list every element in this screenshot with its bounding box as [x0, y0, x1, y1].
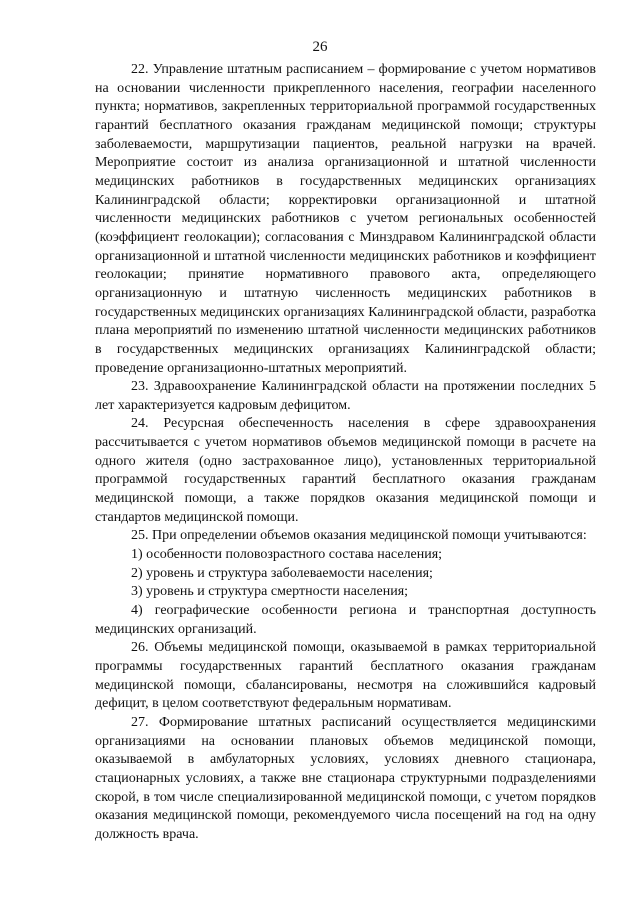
list-item: 3) уровень и структура смертности населения; — [131, 584, 409, 600]
paragraph-25: 25. При определении объемов оказания медицинской помощи учитываются: — [131, 528, 587, 544]
paragraph-26: 26. Объемы медицинской помощи, оказываемой в рамках территориальной программы государственных гарантий бесплатного оказания гражданам медицинской помощи, сбалансированы, несмотря на сложившийся кадровый дефицит, в целом соответствуют федеральным нормативам. — [95, 640, 596, 712]
document-body — [95, 61, 596, 845]
paragraph-24: 24. Ресурсная обеспеченность населения в сфере здравоохранения рассчитывается с учетом нормативов объемов медицинской помощи в расчете на одного жителя (одно застрахованное лицо), установленных территориальной программой государственных гарантий бесплатного оказания гражданам медицинской помощи, а также порядков оказания медицинской помощи и стандартов медицинской помощи. — [95, 416, 596, 525]
list-item: 1) особенности половозрастного состава населения; — [131, 547, 443, 563]
paragraph-23: 23. Здравоохранение Калининградской области на протяжении последних 5 лет характеризуется кадровым дефицитом. — [95, 379, 596, 413]
list-item: 4) географические особенности региона и транспортная доступность медицинских организаций. — [95, 603, 596, 637]
list-item: 2) уровень и структура заболеваемости населения; — [131, 565, 433, 581]
page-number: 26 — [312, 39, 328, 55]
paragraph-27: 27. Формирование штатных расписаний осуществляется медицинскими организациями на основании плановых объемов медицинской помощи, оказываемой в амбулаторных условиях, условиях дневного стационара, стационарных условиях, а также вне стационара структурными подразделениями скорой, в том числе специализированной медицинской помощи, с учетом порядков оказания медицинской помощи, рекомендуемого числа посещений на год на одну должность врача. — [95, 714, 596, 842]
paragraph-22: 22. Управление штатным расписанием – формирование с учетом нормативов на основании численности прикрепленного населения, географии населенного пункта; нормативов, закрепленных территориальной программой государственных гарантий бесплатного оказания гражданам медицинской помощи; структуры заболеваемости, маршрутизации пациентов, реальной нагрузки на врачей. Мероприятие состоит из анализа организационной и штатной численности медицинских работников в государственных медицинских организациях Калининградской области; корректировки организационной и штатной численности медицинских работников с учетом региональных особенностей (коэффициент геолокации); согласования с Минздравом Калининградской области организационной и штатной численности медицинских работников и коэффициент геолокации; принятие нормативного правового акта, определяющего организационную и штатную численность медицинских работников в государственных медицинских организациях Калининградской области, разработка плана мероприятий по изменению штатной численности медицинских работников в государственных медицинских организациях Калининградской области; проведение организационно-штатных мероприятий. — [95, 62, 596, 376]
factor-list — [95, 546, 596, 639]
